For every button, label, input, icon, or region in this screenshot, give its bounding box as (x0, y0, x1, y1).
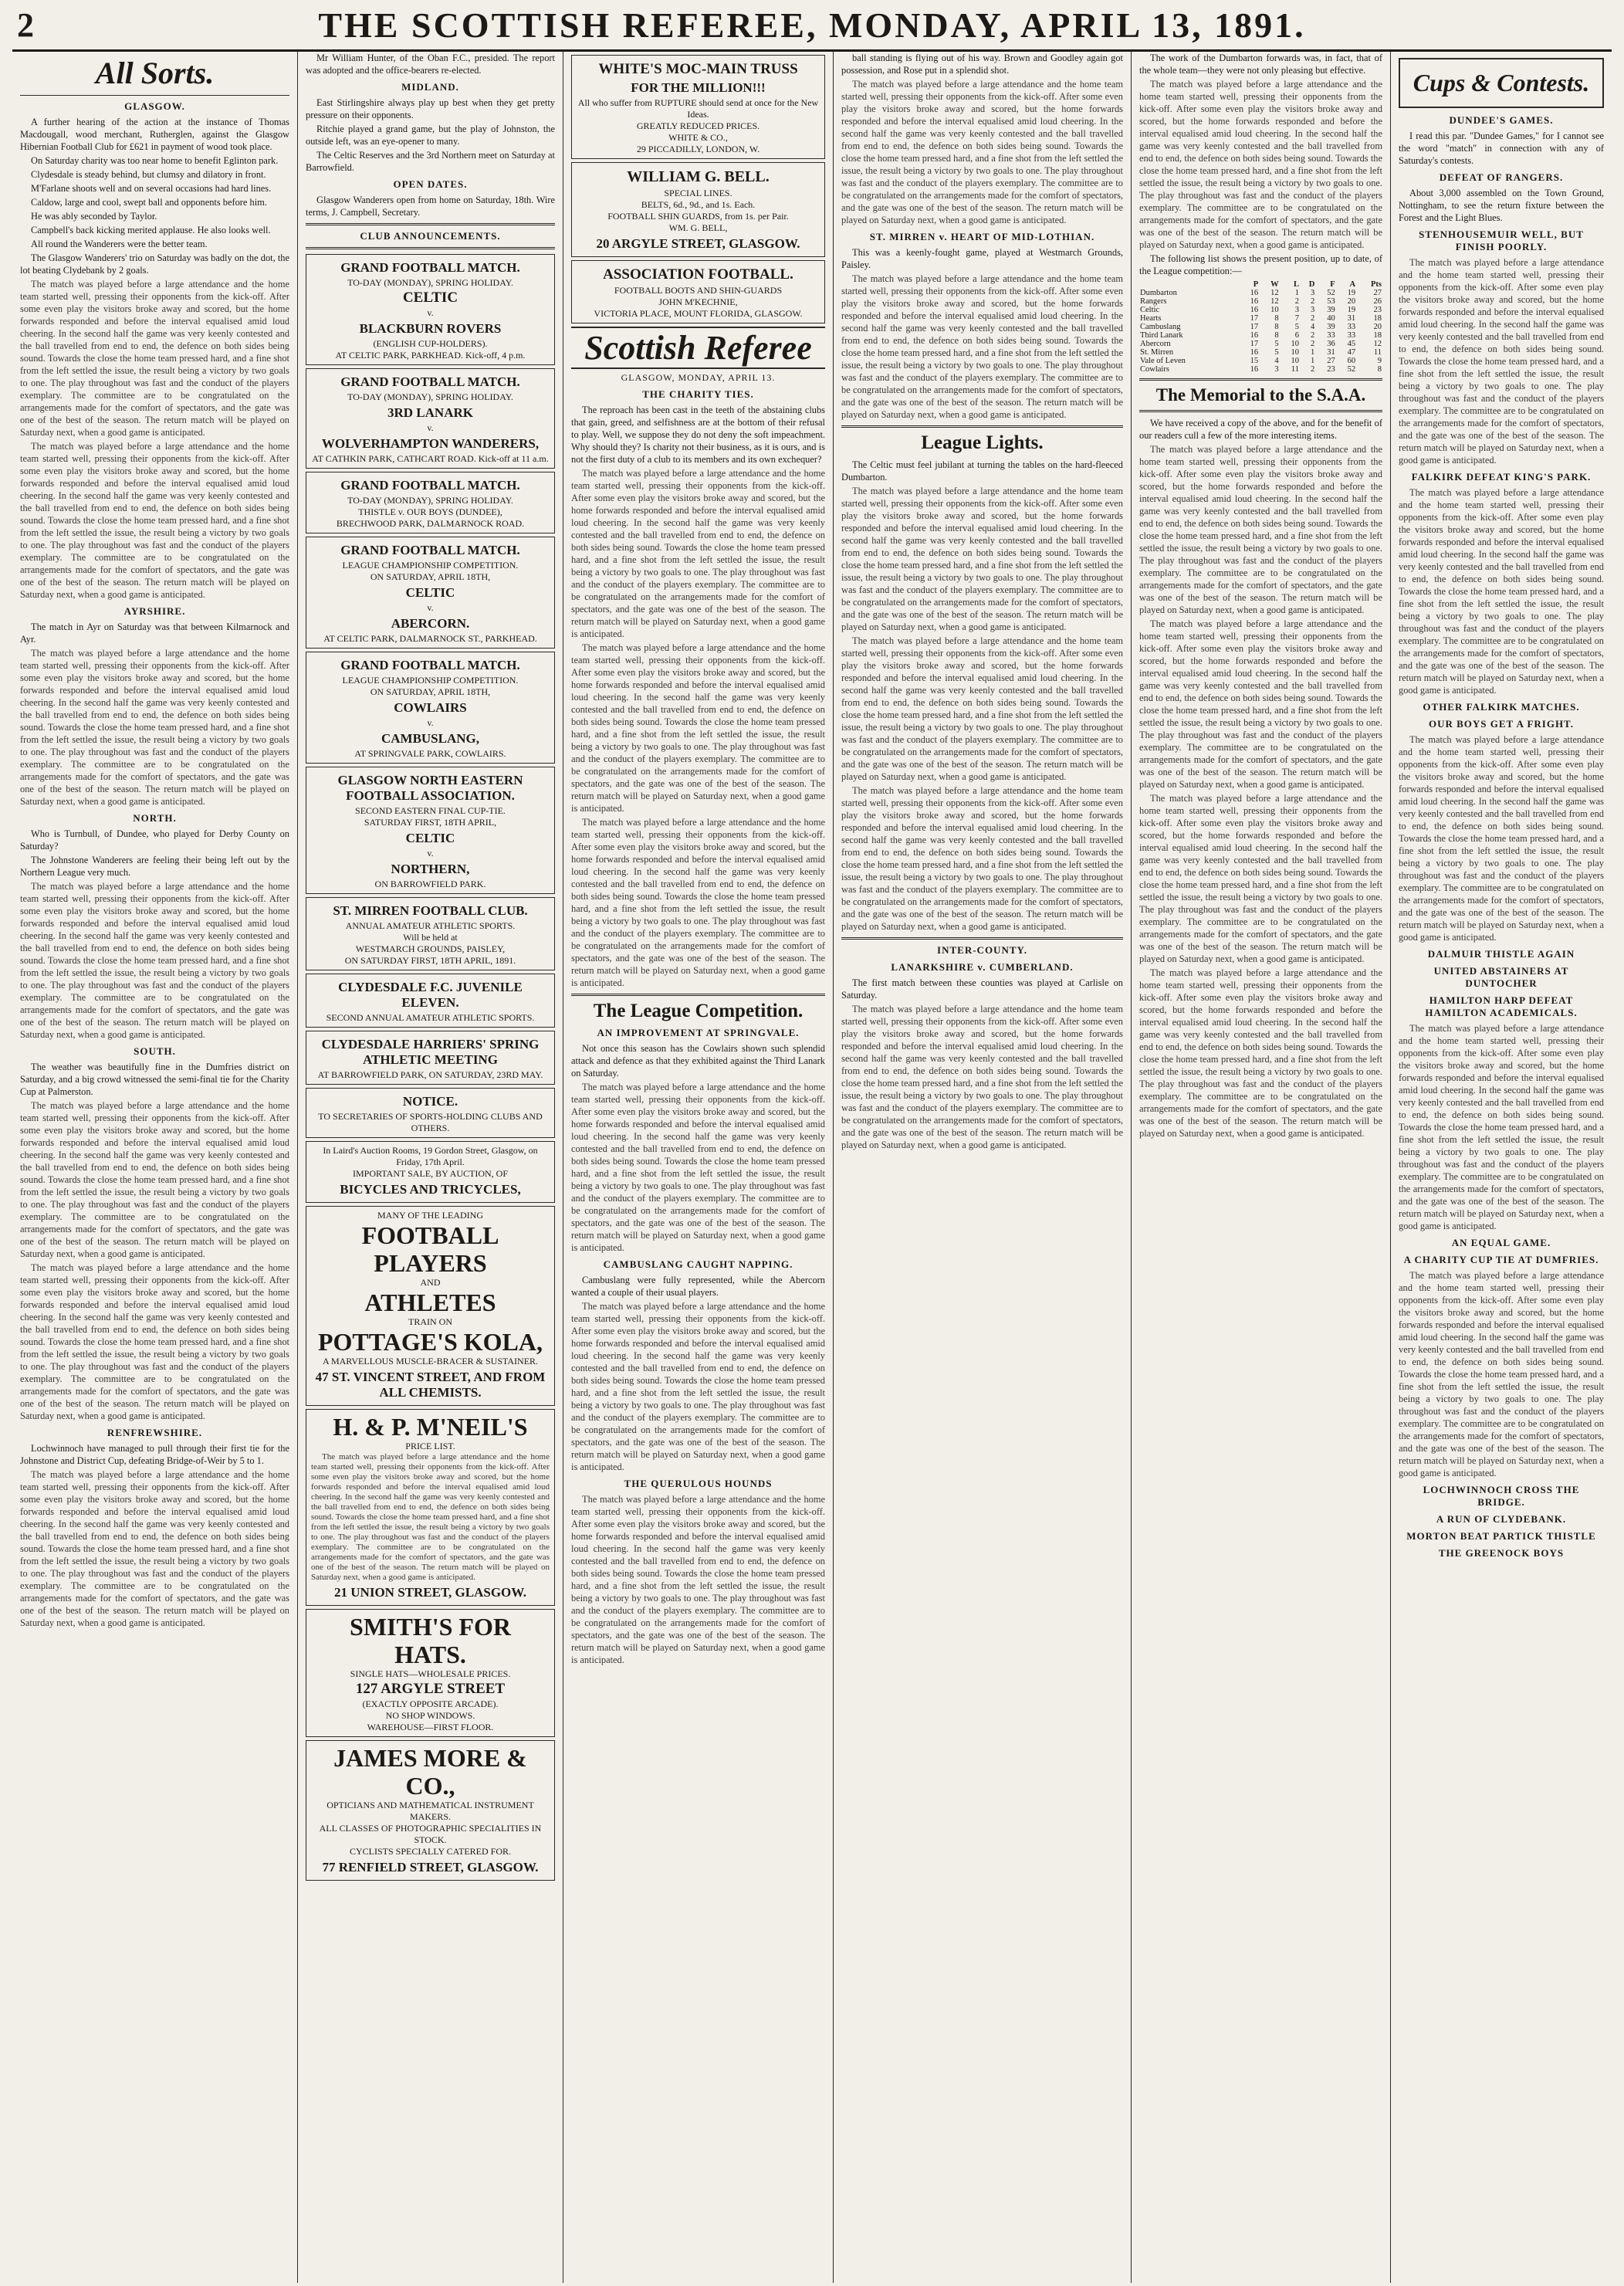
section-heading: DALMUIR THISTLE AGAIN (1427, 948, 1575, 960)
advertisement: GLASGOW NORTH EASTERN FOOTBALL ASSOCIATION. SECOND EASTERN FINAL CUP-TIE. SATURDAY FIRST, 18TH APRIL, CELTIC v. NORTHERN, ON BARROWFIELD PARK. (306, 767, 555, 894)
table-cell: 39 (1327, 306, 1335, 314)
table-cell: 31 (1327, 348, 1335, 357)
table-cell: 19 (1347, 289, 1356, 297)
body-text (571, 1081, 825, 1254)
table-cell: 10 (1291, 348, 1299, 357)
body-text (571, 1493, 825, 1666)
paragraph: The Celtic must feel jubilant at turning the tables on the hard-fleeced Dumbarton. (841, 459, 1123, 483)
table-cell: 8 (1274, 323, 1279, 331)
paragraph: We have received a copy of the above, and for the benefit of our readers cull a few of the more interesting items. (1139, 418, 1382, 441)
table-cell: 5 (1294, 323, 1299, 331)
header-cell: F (1330, 280, 1335, 289)
paragraph: Cambuslang were fully represented, while the Abercorn wanted a couple of their usual players. (571, 1275, 825, 1298)
advertisement: ST. MIRREN FOOTBALL CLUB. ANNUAL AMATEUR ATHLETIC SPORTS. Will be held at WESTMARCH GROUNDS, PAISLEY, ON SATURDAY FIRST, 18TH APRIL, 1891. (306, 897, 555, 970)
memorial-heading: The Memorial to the S.A.A. (1155, 385, 1366, 405)
body-text (841, 635, 1123, 783)
body-text (1139, 78, 1382, 251)
table-cell: 47 (1347, 348, 1356, 357)
table-cell: 10 (1270, 306, 1279, 314)
body-text (571, 1300, 825, 1473)
table-cell: 27 (1373, 289, 1382, 297)
header-cell: Pts (1371, 280, 1382, 289)
table-cell: 40 (1327, 314, 1335, 323)
table-row (1139, 297, 1382, 306)
bell-advertisement: WILLIAM G. BELL. SPECIAL LINES. BELTS, 6d., 9d., and 1s. Each. FOOTBALL SHIN GUARDS, from 1s. per Pair. WM. G. BELL, 20 ARGYLE STREET, GLASGOW. (571, 162, 825, 257)
table-cell: 16 (1250, 348, 1259, 357)
table-row (1139, 348, 1382, 357)
table-cell: 5 (1274, 340, 1279, 348)
paragraph: The Glasgow Wanderers' trio on Saturday was badly on the dot, the lot beating Clydebank by 2 goals. (20, 252, 289, 276)
table-cell: 8 (1377, 365, 1382, 374)
table-cell: 39 (1327, 323, 1335, 331)
section-heading: UNITED ABSTAINERS AT DUNTOCHER (1433, 965, 1569, 989)
league-lights-heading: League Lights. (921, 432, 1044, 453)
body-text (571, 467, 825, 640)
paragraph: Lochwinnoch have managed to pull through their first tie for the Johnstone and District Cup, defeating Bridge-of-Weir by 5 to 1. (20, 1443, 289, 1466)
section-heading: FALKIRK DEFEAT KING'S PARK. (1411, 471, 1592, 483)
section-heading: A RUN OF CLYDEBANK. (1436, 1513, 1567, 1525)
price-list (311, 1452, 550, 1583)
advertisement: In Laird's Auction Rooms, 19 Gordon Street, Glasgow, on Friday, 17th April. IMPORTANT SALE, BY AUCTION, OF BICYCLES AND TRICYCLES, (306, 1141, 555, 1203)
section-heading: GLASGOW. (124, 100, 185, 112)
section-heading: HAMILTON HARP DEFEAT HAMILTON ACADEMICALS. (1425, 994, 1578, 1018)
table-cell: 45 (1347, 340, 1356, 348)
table-cell: 2 (1311, 340, 1315, 348)
table-cell: 3 (1274, 365, 1279, 374)
table-cell: 12 (1270, 297, 1279, 306)
section-heading: LOCHWINNOCH CROSS THE BRIDGE. (1423, 1484, 1580, 1508)
body-text (1139, 443, 1382, 616)
table-cell: 3 (1311, 289, 1315, 297)
body-text (841, 485, 1123, 633)
inter-county-subheading: LANARKSHIRE v. CUMBERLAND. (891, 961, 1074, 973)
table-cell: 8 (1274, 314, 1279, 323)
table-cell: 23 (1373, 306, 1382, 314)
table-cell: Abercorn (1140, 340, 1171, 348)
body-text (20, 278, 289, 439)
table-cell: Third Lanark (1140, 331, 1183, 340)
body-text (20, 440, 289, 601)
paragraph: This was a keenly-fought game, played at Westmarch Grounds, Paisley. (841, 247, 1123, 270)
table-cell: 1 (1311, 357, 1315, 365)
advertisement: CLYDESDALE F.C. JUVENILE ELEVEN. SECOND ANNUAL AMATEUR ATHLETIC SPORTS. (306, 974, 555, 1028)
paragraph: Mr William Hunter, of the Oban F.C., presided. The report was adopted and the office-bearers re-elected. (306, 52, 555, 76)
table-row (1139, 323, 1382, 331)
header-cell: P (1253, 280, 1259, 289)
league-table-header (1139, 280, 1382, 289)
table-cell: 19 (1347, 306, 1356, 314)
paragraph: A further hearing of the action at the instance of Thomas Macdougall, wood merchant, Rutherglen, against the Glasgow Hibernian Football Club for £621 in payment of wood took place. (20, 117, 289, 152)
newspaper-title: THE SCOTTISH REFEREE, MONDAY, APRIL 13, 1891. (318, 5, 1306, 45)
table-cell: 26 (1373, 297, 1382, 306)
table-cell: Rangers (1140, 297, 1167, 306)
paragraph: The work of the Dumbarton forwards was, in fact, that of the whole team—they were not only pleasing but effective. (1139, 52, 1382, 76)
body-text (571, 816, 825, 989)
section-heading: OPEN DATES. (393, 178, 468, 190)
section-heading: NORTH. (133, 812, 177, 824)
table-cell: Vale of Leven (1140, 357, 1186, 365)
body-text (1399, 486, 1604, 696)
paragraph: The Celtic Reserves and the 3rd Northern meet on Saturday at Barrowfield. (306, 150, 555, 173)
paragraph: Who is Turnbull, of Dundee, who played for Derby County on Saturday? (20, 828, 289, 852)
table-cell: 20 (1347, 297, 1356, 306)
body-text (1399, 1269, 1604, 1479)
header-cell: D (1308, 280, 1315, 289)
paragraph: I read this par. "Dundee Games," for I cannot see the word "match" in connection with any of Saturday's contests. (1399, 130, 1604, 166)
dateline: GLASGOW, MONDAY, APRIL 13. (621, 372, 776, 383)
column-1 (12, 52, 298, 2283)
table-cell: Dumbarton (1140, 289, 1177, 297)
body-text (571, 642, 825, 814)
table-cell: 53 (1327, 297, 1335, 306)
table-cell: 10 (1291, 357, 1299, 365)
section-heading: SOUTH. (134, 1045, 176, 1057)
body-text (1399, 256, 1604, 466)
table-cell: 4 (1274, 357, 1279, 365)
advertisement: GRAND FOOTBALL MATCH. TO-DAY (MONDAY), SPRING HOLIDAY. 3RD LANARK v. WOLVERHAMPTON WANDERERS, AT CATHKIN PARK, CATHCART ROAD. Kick-off at 11 a.m. (306, 368, 555, 469)
advertisement: GRAND FOOTBALL MATCH. TO-DAY (MONDAY), SPRING HOLIDAY. THISTLE v. OUR BOYS (DUNDEE), BRECHWOOD PARK, DALMARNOCK ROAD. (306, 472, 555, 533)
paragraph: Caldow, large and cool, swept ball and opponents before him. (31, 197, 267, 208)
section-heading: STENHOUSEMUIR WELL, BUT FINISH POORLY. (1419, 229, 1584, 252)
table-cell: 10 (1291, 340, 1299, 348)
body-text (841, 273, 1123, 421)
body-text (20, 647, 289, 808)
table-cell: 7 (1294, 314, 1299, 323)
table-cell: 17 (1250, 340, 1259, 348)
body-text (20, 1262, 289, 1422)
paragraph: Campbell's back kicking merited applause. He also looks well. (31, 225, 271, 235)
body-text (841, 1003, 1123, 1151)
advertisement: CLYDESDALE HARRIERS' SPRING ATHLETIC MEETING AT BARROWFIELD PARK, ON SATURDAY, 23RD MAY. (306, 1031, 555, 1085)
header-cell: L (1293, 280, 1299, 289)
paragraph: Ritchie played a grand game, but the play of Johnston, the outside left, was an eye-opener to many. (306, 124, 555, 147)
paragraph: Clydesdale is steady behind, but clumsy and dilatory in front. (31, 169, 266, 180)
table-cell: 2 (1311, 331, 1315, 340)
pottage-kola-advertisement: MANY OF THE LEADING FOOTBALL PLAYERS AND ATHLETES TRAIN ON POTTAGE'S KOLA, A MARVELLOUS MUSCLE-BRACER & SUSTAINER. 47 ST. VINCENT STREET, AND FROM ALL CHEMISTS. (306, 1206, 555, 1406)
paragraph: Glasgow Wanderers open from home on Saturday, 18th. Wire terms, J. Campbell, Secretary. (306, 195, 555, 218)
paragraph: Not once this season has the Cowlairs shown such splendid attack and defence as that they exhibited against the Third Lanark on Saturday. (571, 1043, 825, 1079)
table-cell: 16 (1250, 289, 1259, 297)
table-cell: 16 (1250, 365, 1259, 374)
column-2 (298, 52, 563, 2283)
columns (12, 52, 1612, 2283)
advertisement: GRAND FOOTBALL MATCH. LEAGUE CHAMPIONSHIP COMPETITION. ON SATURDAY, APRIL 18TH, COWLAIRS v. CAMBUSLANG, AT SPRINGVALE PARK, COWLAIRS. (306, 652, 555, 764)
table-cell: St. Mirren (1140, 348, 1174, 357)
paragraph: The first match between these counties was played at Carlisle on Saturday. (841, 977, 1123, 1001)
james-more-advertisement: JAMES MORE & CO., OPTICIANS AND MATHEMATICAL INSTRUMENT MAKERS. ALL CLASSES OF PHOTOGRAPHIC SPECIALITIES IN STOCK. CYCLISTS SPECIALLY CATERED FOR. 77 RENFIELD STREET, GLASGOW. (306, 1740, 555, 1881)
header-cell: A (1349, 280, 1356, 289)
paragraph: The match in Ayr on Saturday was that between Kilmarnock and Ayr. (20, 621, 289, 645)
section-heading: A CHARITY CUP TIE AT DUMFRIES. (1403, 1254, 1599, 1265)
editorial-text: The reproach has been cast in the teeth of the abstaining clubs that gain, greed, and selfishness are at the bottom of their refusal to play. Well, we suppose they do not deny the soft impeachment. Why should they? Is charity not their business, as it is ours, and is not the first duty of a club to its members and its own exchequer? (571, 405, 825, 465)
table-cell: 1 (1294, 289, 1299, 297)
table-row (1139, 365, 1382, 374)
table-cell: 23 (1327, 365, 1335, 374)
table-row (1139, 357, 1382, 365)
table-cell: Hearts (1140, 314, 1162, 323)
table-cell: 4 (1311, 323, 1315, 331)
table-cell: 31 (1347, 314, 1356, 323)
table-cell: 52 (1347, 365, 1356, 374)
body-text (20, 1468, 289, 1629)
table-row (1139, 331, 1382, 340)
body-text (1139, 967, 1382, 1140)
section-heading: AN EQUAL GAME. (1451, 1237, 1551, 1248)
body-text (20, 1099, 289, 1260)
table-cell: 2 (1311, 314, 1315, 323)
section-heading: OTHER FALKIRK MATCHES. (1423, 701, 1580, 713)
league-table-caption: The following list shows the present position, up to date, of the League competition:— (1139, 253, 1382, 276)
table-cell: 3 (1294, 306, 1299, 314)
paragraph: The weather was beautifully fine in the Dumfries district on Saturday, and a big crowd witnessed the semi-final tie for the Charity Cup at Palmerston. (20, 1062, 289, 1097)
table-cell: 27 (1327, 357, 1335, 365)
advertisement: GRAND FOOTBALL MATCH. LEAGUE CHAMPIONSHIP COMPETITION. ON SATURDAY, APRIL 18TH, CELTIC v. ABERCORN. AT CELTIC PARK, DALMARNOCK ST., PARKHEAD. (306, 537, 555, 649)
mkechnie-advertisement: ASSOCIATION FOOTBALL. FOOTBALL BOOTS AND SHIN-GUARDS JOHN M'KECHNIE, VICTORIA PLACE, MOUNT FLORIDA, GLASGOW. (571, 260, 825, 323)
table-cell: 2 (1294, 297, 1299, 306)
section-heading: OUR BOYS GET A FRIGHT. (1428, 718, 1575, 730)
table-row (1139, 306, 1382, 314)
column-6 (1391, 52, 1612, 2283)
table-cell: 11 (1373, 348, 1382, 357)
table-cell: 2 (1311, 297, 1315, 306)
paragraph: On Saturday charity was too near home to benefit Eglinton park. (31, 155, 279, 166)
table-cell: Celtic (1140, 306, 1160, 314)
table-row (1139, 289, 1382, 297)
table-cell: 11 (1291, 365, 1299, 374)
body-text (841, 784, 1123, 933)
table-cell: 1 (1311, 348, 1315, 357)
league-table (1139, 280, 1382, 374)
table-cell: 5 (1274, 348, 1279, 357)
table-cell: Cambuslang (1140, 323, 1181, 331)
table-cell: 15 (1250, 357, 1259, 365)
table-cell: 18 (1373, 331, 1382, 340)
table-cell: 12 (1373, 340, 1382, 348)
paragraph: About 3,000 assembled on the Town Ground, Nottingham, to see the return fixture between the Forest and the Light Blues. (1399, 188, 1604, 223)
page-number: 2 (17, 5, 34, 44)
body-text (20, 880, 289, 1041)
table-row (1139, 340, 1382, 348)
advertisement: GRAND FOOTBALL MATCH. TO-DAY (MONDAY), SPRING HOLIDAY. CELTIC v. BLACKBURN ROVERS (ENGLISH CUP-HOLDERS). AT CELTIC PARK, PARKHEAD. Kick-off, 4 p.m. (306, 254, 555, 365)
section-heading: MORTON BEAT PARTICK THISTLE (1406, 1530, 1596, 1542)
section-heading: RENFREWSHIRE. (107, 1427, 203, 1438)
body-text (1139, 792, 1382, 965)
paragraph: The Johnstone Wanderers are feeling their being left out by the Northern League very much. (20, 855, 289, 878)
table-cell: 17 (1250, 323, 1259, 331)
table-cell: 8 (1274, 331, 1279, 340)
table-cell: 60 (1347, 357, 1356, 365)
all-sorts-heading: All Sorts. (95, 56, 215, 90)
table-cell: 16 (1250, 297, 1259, 306)
table-cell: 33 (1327, 331, 1335, 340)
paragraph: He was ably seconded by Taylor. (31, 211, 157, 222)
smiths-hats-advertisement: SMITH'S FOR HATS. SINGLE HATS—WHOLESALE PRICES. 127 ARGYLE STREET (EXACTLY OPPOSITE ARCADE). NO SHOP WINDOWS. WAREHOUSE—FIRST FLOOR. (306, 1609, 555, 1737)
section-heading: AYRSHIRE. (123, 605, 186, 617)
inter-county-heading: INTER-COUNTY. (937, 944, 1027, 956)
table-cell: Cowlairs (1140, 365, 1169, 374)
body-text (1399, 733, 1604, 943)
table-cell: 18 (1373, 314, 1382, 323)
body-text (1399, 1022, 1604, 1232)
section-heading: THE QUERULOUS HOUNDS (624, 1478, 773, 1489)
section-heading: AN IMPROVEMENT AT SPRINGVALE. (597, 1027, 800, 1038)
editorial-heading: THE CHARITY TIES. (642, 388, 754, 400)
table-cell: 12 (1270, 289, 1279, 297)
table-cell: 16 (1250, 306, 1259, 314)
table-cell: 2 (1311, 365, 1315, 374)
section-heading: CAMBUSLANG CAUGHT NAPPING. (603, 1258, 793, 1270)
advertisement: NOTICE. TO SECRETARIES OF SPORTS-HOLDING CLUBS AND OTHERS. (306, 1088, 555, 1138)
section-heading: DUNDEE'S GAMES. (1449, 114, 1554, 126)
scottish-referee-logo: Scottish Referee (571, 327, 825, 369)
body-text (841, 78, 1123, 226)
table-cell: 52 (1327, 289, 1335, 297)
section-heading: CLUB ANNOUNCEMENTS. (360, 230, 501, 242)
table-cell: 16 (1250, 331, 1259, 340)
table-cell: 6 (1294, 331, 1299, 340)
column-5 (1132, 52, 1391, 2283)
table-cell: 17 (1250, 314, 1259, 323)
section-heading: MIDLAND. (401, 81, 459, 93)
section-heading: DEFEAT OF RANGERS. (1439, 171, 1564, 183)
table-cell: 9 (1377, 357, 1382, 365)
column-3 (563, 52, 834, 2283)
cups-and-contests-heading: Cups & Contests. (1399, 58, 1604, 108)
body-text (1139, 618, 1382, 791)
paragraph: All round the Wanderers were the better team. (31, 239, 208, 249)
table-cell: 33 (1347, 331, 1356, 340)
section-heading: THE GREENOCK BOYS (1438, 1547, 1565, 1559)
section-heading: ST. MIRREN v. HEART OF MID-LOTHIAN. (869, 231, 1095, 242)
header-cell: W (1270, 280, 1279, 289)
mneil-advertisement: H. & P. M'NEIL'S PRICE LIST. The match was played before a large attendance and the home team started well, pressing their opponents from the kick-off. After some even play the visitors broke away and scored, but the home forwards responded and before the interval equalised amid loud cheering. In the second half the game was very keenly contested and the ball travelled from end to end, the defence on both sides being sound. Towards the close the home team pressed hard, and a fine shot from the left settled the issue, the result being a victory by two goals to one. The play throughout was fast and the conduct of the players exemplary. The committee are to be congratulated on the arrangements made for the comfort of spectators, and the gate was one of the best of the season. The return match will be played on Saturday next, when a good game is anticipated. 21 UNION STREET, GLASGOW. (306, 1409, 555, 1606)
paragraph: M'Farlane shoots well and on several occasions had hard lines. (31, 183, 272, 194)
column-4 (834, 52, 1132, 2283)
truss-advertisement: WHITE'S MOC-MAIN TRUSS FOR THE MILLION!!! All who suffer from RUPTURE should send at once for the New Ideas. GREATLY REDUCED PRICES. WHITE & CO., 29 PICCADILLY, LONDON, W. (571, 55, 825, 159)
league-competition-heading: The League Competition. (593, 1001, 804, 1021)
table-cell: 20 (1373, 323, 1382, 331)
header-cell (1139, 280, 1239, 289)
table-row (1139, 314, 1382, 323)
masthead (12, 0, 1612, 52)
table-cell: 36 (1327, 340, 1335, 348)
table-cell: 33 (1347, 323, 1356, 331)
paragraph: East Stirlingshire always play up best when they get pretty pressure on their opponents. (306, 97, 555, 120)
table-cell: 3 (1311, 306, 1315, 314)
paragraph: ball standing is flying out of his way. Brown and Goodley again got possession, and Rose put in a splendid shot. (841, 52, 1123, 76)
